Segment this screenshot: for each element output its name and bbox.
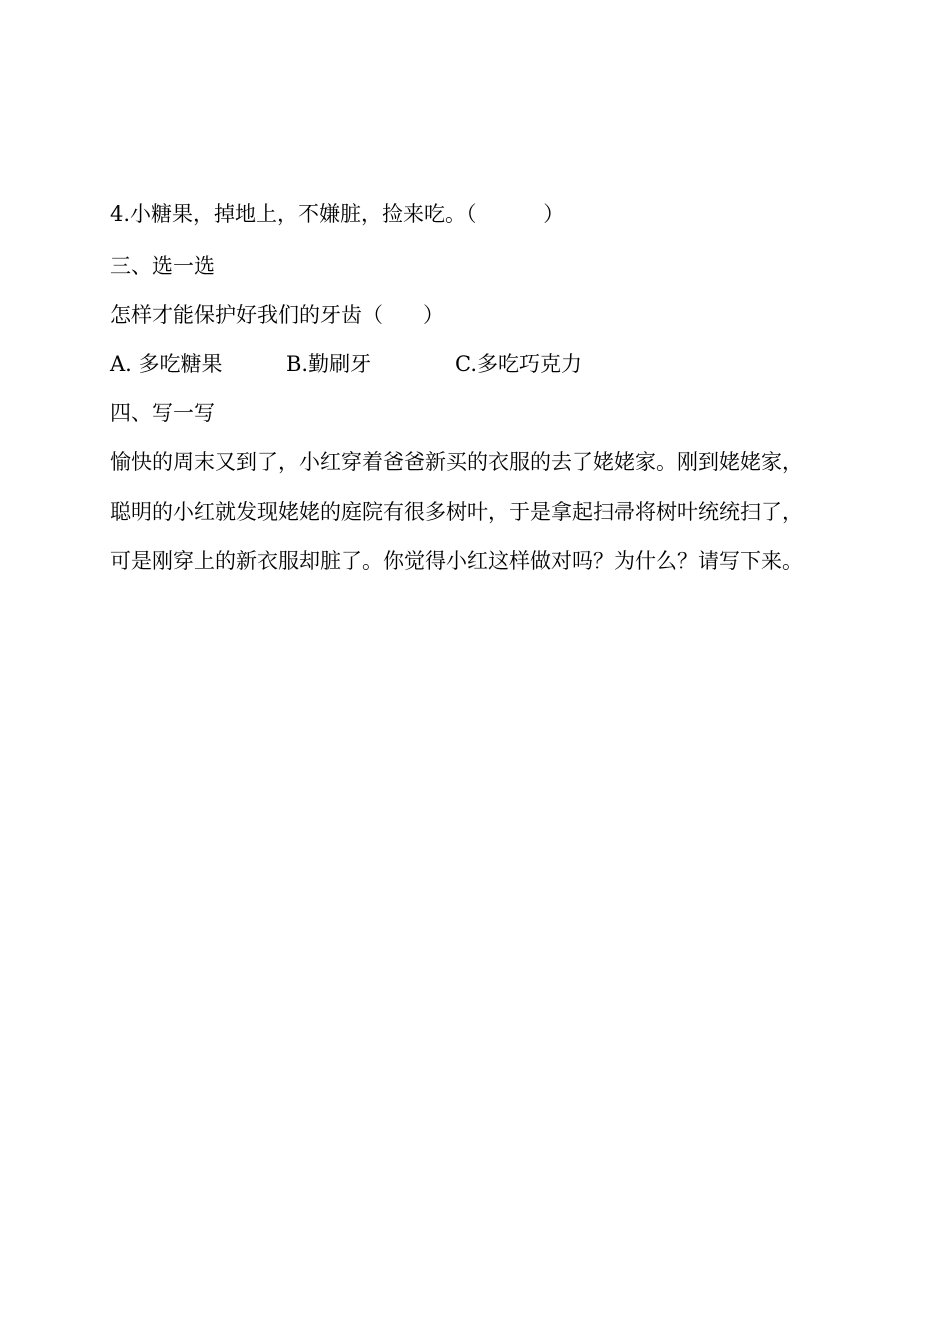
writing-prompt-line-1: 愉快的周末又到了，小红穿着爸爸新买的衣服的去了姥姥家。刚到姥姥家， xyxy=(110,450,803,474)
section-heading-choose: 三、选一选 xyxy=(110,254,215,278)
section-heading-write: 四、写一写 xyxy=(110,401,215,425)
option-b: B.勤刷牙 xyxy=(286,352,372,376)
writing-prompt-line-3: 可是刚穿上的新衣服却脏了。你觉得小红这样做对吗？为什么？请写下来。 xyxy=(110,549,803,573)
choice-options xyxy=(110,350,810,462)
question-item-4: 4.小糖果，掉地上，不嫌脏，捡来吃。（ ） xyxy=(110,202,565,226)
choice-question: 怎样才能保护好我们的牙齿（ ） xyxy=(110,303,445,327)
option-a: A. 多吃糖果 xyxy=(110,352,223,376)
option-c: C.多吃巧克力 xyxy=(455,352,582,376)
writing-prompt-line-2: 聪明的小红就发现姥姥的庭院有很多树叶，于是拿起扫帚将树叶统统扫了， xyxy=(110,500,803,524)
